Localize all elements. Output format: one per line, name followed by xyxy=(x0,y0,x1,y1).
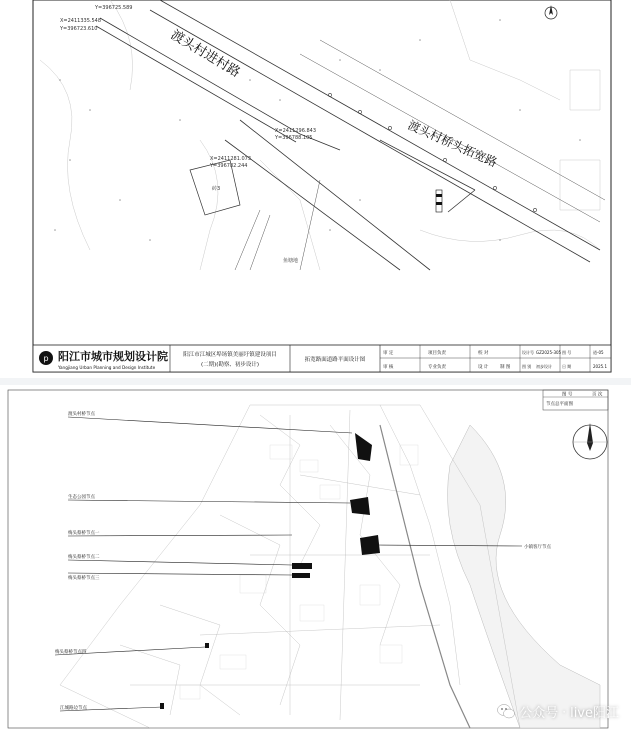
coord-text: X=2411281.073 xyxy=(210,156,252,162)
institute-name: 阳江市城市规划设计院 xyxy=(58,350,168,363)
callout-label: 江城路边节点 xyxy=(60,706,87,711)
design-no: GZ2025-305 xyxy=(536,350,562,355)
coord-text: Y=396725.589 xyxy=(95,5,133,11)
wechat-watermark xyxy=(497,702,619,721)
callout-label: 梅头蔡桥节点四 xyxy=(55,650,87,655)
index-cell: 页 次 xyxy=(592,392,603,398)
river-area xyxy=(448,425,601,728)
date: 2025.1 xyxy=(593,364,607,369)
label-design-no: 设计号 xyxy=(522,350,534,355)
coord-text: Y=396788.105 xyxy=(275,135,313,141)
node-site-plan xyxy=(0,385,631,731)
label-project-lead: 项目负责 xyxy=(428,351,446,356)
coord-text: X=2411335.548 xyxy=(60,18,102,24)
watermark-brand: 公众号 xyxy=(519,706,559,721)
compass-icon xyxy=(573,423,607,459)
label-shen-he: 审 核 xyxy=(383,365,394,370)
watermark-name: live阳江 xyxy=(570,706,619,721)
label-shen-ding: 审 定 xyxy=(383,351,394,356)
field-label: 鱼塘地 xyxy=(283,258,299,264)
callout-label: 梅头蔡桥节点一 xyxy=(68,531,100,536)
project-phase: (二期)(勘察、初步设计) xyxy=(200,362,260,368)
terrain-lines xyxy=(40,0,600,270)
label-date: 日 期 xyxy=(562,364,572,369)
project-name: 阳江市江城区埠场镇美丽圩镇建设项目 xyxy=(183,352,277,358)
road-label-bridge: 渡头村桥头拓宽路 xyxy=(405,117,500,170)
index-box xyxy=(543,390,608,410)
wechat-icon xyxy=(497,704,515,719)
drawing-type: 初步设计 xyxy=(536,364,552,369)
label-checker: 校 对 xyxy=(478,351,489,356)
town-fabric xyxy=(60,405,520,728)
coord-text: X=2411296.843 xyxy=(275,128,317,134)
drawing-no: 道-05 xyxy=(593,350,604,355)
label-designer: 设 计 xyxy=(478,365,489,370)
label-drawing-no: 图 号 xyxy=(562,350,572,355)
coord-text: Y=396782.244 xyxy=(210,163,248,169)
node-blocks xyxy=(160,433,380,709)
label-drawing-type: 图 别 xyxy=(522,364,532,369)
building-label: 砖3 xyxy=(212,186,221,192)
end-marker xyxy=(436,190,442,212)
coord-text: Y=396723.610 xyxy=(60,26,98,32)
watermark-separator: · xyxy=(562,704,567,719)
callout-label: 生态公园节点 xyxy=(68,495,95,500)
callout-label: 梅头蔡桥节点三 xyxy=(68,576,100,581)
label-discipline-lead: 专业负责 xyxy=(428,365,446,370)
callout-label: 梅头蔡桥节点二 xyxy=(68,555,100,560)
title-block xyxy=(33,345,611,372)
drawing-title: 拓宽路面道路平面设计图 xyxy=(304,357,366,363)
institute-logo-icon xyxy=(39,351,53,365)
institute-name-en: Yangjiang Urban Planning and Design Institute xyxy=(58,365,156,370)
north-arrow-icon xyxy=(545,5,557,19)
survey-points xyxy=(54,19,581,241)
callout-label: 小镇客厅节点 xyxy=(524,545,551,550)
site-plan-svg xyxy=(0,385,631,731)
index-cell: 图 号 xyxy=(562,392,573,398)
label-drafter: 制 图 xyxy=(500,365,511,370)
road-label-entry: 渡头村进村路 xyxy=(167,27,243,81)
callout-label: 渡头村桥节点 xyxy=(68,412,95,417)
index-title: 节点总平面图 xyxy=(546,402,573,407)
svg-text:p: p xyxy=(43,354,49,363)
